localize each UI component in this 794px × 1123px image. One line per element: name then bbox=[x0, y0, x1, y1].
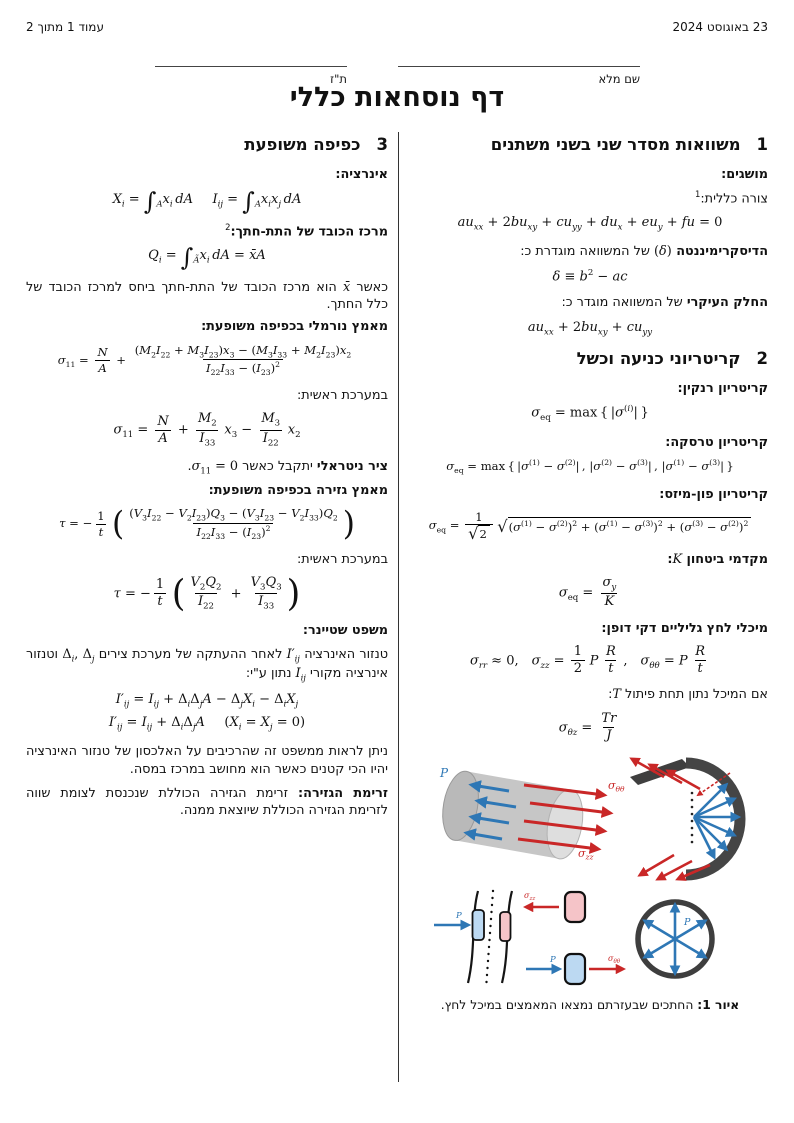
text-line: מיכלי לחץ גליליים דקי דופן: bbox=[601, 620, 768, 636]
text-line: במערכת ראשית: bbox=[297, 551, 388, 567]
formula: $\sigma_{\theta z}$ = $\frac{Tr}{J}$ bbox=[558, 710, 617, 743]
formula: $\delta \equiv b^2$ − ac bbox=[552, 267, 628, 284]
header-page-number: עמוד 1 מתוך 2 bbox=[26, 20, 104, 34]
text-line: אינרציה: bbox=[335, 167, 388, 183]
formula: $\sigma_{rr} \approx 0$, $\sigma_{zz}$ = $\frac{1}{2}$ P $\frac{R}{t}$ , $\sigma_{\theta\theta} = P$ $\frac{R}{t}$ bbox=[469, 643, 706, 677]
sigma-zz-label: $\sigma_{zz}$ bbox=[578, 847, 594, 862]
name-field-label: שם מלא bbox=[598, 72, 640, 86]
p-label-ring: P bbox=[684, 917, 691, 929]
figure-pressure-vessel bbox=[412, 753, 768, 881]
sigma-tt-label: $\sigma_{\theta\theta}$ bbox=[608, 779, 625, 794]
figure-cuts bbox=[412, 887, 768, 987]
section-title: קריטריוני כניעה וכשל bbox=[576, 348, 741, 368]
id-field-rule bbox=[155, 66, 347, 67]
section-heading bbox=[412, 134, 768, 156]
formula: $\sigma_{eq} = \max$ { $|\sigma^{(i)}|$ } bbox=[531, 404, 649, 424]
paragraph: ניתן לראות ממשפט זה שהרכיבים על האלכסון של טנזור האינרציה יהיו הכי קטנים כאשר הוא מחושב במרכז במסה. bbox=[26, 744, 388, 777]
section-title: כפיפה משופעת bbox=[244, 135, 361, 154]
text-line: הדיסקרימיננטה (δ) של המשוואה מוגדרת כ: bbox=[520, 244, 768, 260]
section-number: 1 bbox=[756, 135, 768, 154]
header-date: 23 באוגוסט 2024 bbox=[672, 20, 768, 34]
sigma-zz-small-label: $\sigma_{zz}$ bbox=[524, 891, 536, 903]
formula: τ = − $\frac{1}{t}$ ( $\frac{V_2Q_2}{I_{22}}$ + $\frac{V_3Q_3}{I_{33}}$ ) bbox=[113, 571, 301, 615]
formula: $au_{xx} + 2bu_{xy} + cu_{yy} + du_x + eu_y$ + fu = 0 bbox=[457, 215, 723, 233]
section-title: משוואות מסדר שני בשני משתנים bbox=[490, 135, 741, 154]
figure-caption-text: החתכים שבעזרתם נמצאו המאמצים במיכל לחץ. bbox=[440, 998, 694, 1013]
formula: $Q_i = \int_Ãx_i$ dA = x̄A bbox=[148, 244, 266, 273]
figure-caption-label: איור 1: bbox=[697, 998, 740, 1013]
formula: $au_{xx} + 2bu_{xy} + cu_{yy}$ bbox=[527, 319, 653, 338]
cylinder-body bbox=[438, 769, 588, 862]
figure-caption bbox=[412, 997, 768, 1014]
paragraph: כאשר x̄ הוא מרכז הכובד של התת-חתך ביחס למרכז הכובד של כלל החתך. bbox=[26, 279, 388, 313]
sigma-tt-small-label: $\sigma_{\theta\theta}$ bbox=[608, 954, 621, 966]
text-line: מקדמי ביטחון K: bbox=[667, 551, 768, 567]
section-number: 3 bbox=[376, 135, 388, 154]
column-right-blocks bbox=[412, 134, 768, 744]
text-line: קריטריון פון-מיזס: bbox=[659, 486, 768, 502]
section-heading bbox=[412, 348, 768, 370]
radial-pressure-arrows bbox=[645, 905, 705, 973]
column-left bbox=[26, 134, 388, 822]
text-line: מושגים: bbox=[721, 167, 768, 183]
formula: $\sigma_{11}$ = $\frac{N}{A}$ + $\frac{(M_2I_{22} + M_3I_{23})x_3 - (M_3I_{33} + M_2I_{23})x_2}{I_{22}I_{33} - (I_{23})^2}$ bbox=[57, 342, 352, 378]
paragraph: זרימת הגזירה: זרימת הגזירה הכוללת שנכנסת לצומת שווה לזרימת הגזירה הכוללת שיוצאת ממנה. bbox=[26, 785, 388, 819]
p-label: P bbox=[440, 766, 449, 781]
free-body-blue bbox=[565, 954, 585, 984]
text-line: החלק העיקרי של המשוואה מוגדר כ: bbox=[561, 295, 768, 311]
text-line: קריטריון רנקין: bbox=[677, 381, 768, 397]
text-line: אם המיכל נתון תחת פיתול T: bbox=[608, 687, 768, 703]
section-heading bbox=[26, 134, 388, 156]
formula: $I'_{ij} = I_{ij} + \Delta_i\Delta_jA - \Delta_jX_i - \Delta_iX_j$ bbox=[115, 691, 299, 710]
text-line: מאמץ נורמלי בכפיפה משופעת: bbox=[201, 319, 388, 335]
formula: $\sigma_{eq}$ = $\frac{\sigma_y}{K}$ bbox=[558, 575, 617, 610]
formula: $I'_{ij} = I_{ij} + \Delta_i\Delta_jA$ $(X_i = X_j = 0)$ bbox=[108, 715, 306, 733]
formula-group bbox=[26, 691, 388, 734]
text-line: במערכת ראשית: bbox=[297, 388, 388, 404]
text-line: מאמץ גזירה בכפיפה משופעת: bbox=[208, 483, 388, 499]
formula: $\sigma_{11}$ = $\frac{N}{A}$ + $\frac{M_2}{I_{33}}$ $x_3$ − $\frac{M_3}{I_{22}}$ $x_2$ bbox=[113, 411, 301, 449]
p-label-wall: P bbox=[456, 911, 462, 922]
wall-element-pink bbox=[500, 912, 511, 941]
page-title: דף נוסחאות כללי bbox=[289, 82, 505, 113]
formula: $\sigma_{eq} = \max$ { $|\sigma^{(1)} - \sigma^{(2)}|$ , $|\sigma^{(2)} - \sigma^{(3)}|$ , $|\sigma^{(1)} - \sigma^{(3)}|$ } bbox=[446, 458, 734, 476]
text-line: מרכז הכובד של התת-חתך:$^2$ bbox=[225, 221, 388, 240]
text-line: צורה כללית:$^1$ bbox=[694, 188, 768, 206]
wall-element-blue bbox=[473, 910, 485, 940]
formula: τ = − $\frac{1}{t}$ ( $\frac{(V_3I_{22} - V_2I_{23})Q_3 - (V_3I_{23} - V_2I_{33})Q_2}{I_{22}I_{33} - (I_{23})^2}$ ) bbox=[59, 504, 355, 543]
name-field-rule bbox=[398, 66, 640, 67]
text-line: קריטריון טרסקה: bbox=[665, 434, 768, 450]
paragraph: טנזור האינרציה $I'_{ij}$ לאחר ההעתקה של מערכת צירים $\Delta_i$, $\Delta_j$ וטנזור אינרציה מקורי $I_{ij}$ נתון ע"י: bbox=[26, 647, 388, 683]
text-line: ציר ניטראלי יתקבל כאשר $\sigma_{11} = 0$. bbox=[187, 459, 388, 476]
id-field-label: ת"ז bbox=[330, 72, 347, 86]
centerline-dots bbox=[485, 890, 494, 983]
p-label-free-body: P bbox=[550, 955, 556, 966]
shell bbox=[630, 759, 740, 879]
formula: $X_i = \int_Ax_i$ dA $I_{ij} = \int_Ax_ix_j$ dA bbox=[112, 187, 302, 216]
section-number: 2 bbox=[756, 348, 768, 368]
formula: $\sigma_{eq}$ = 1 √ 2 √ $(\sigma^{(1)} - \sigma^{(2)})^2 + (\sigma^{(1)} - \sigma^{(3)})^2 + (\sigma^{(3)} - \sigma^{(2)})^2$ bbox=[412, 510, 768, 542]
column-divider bbox=[398, 132, 399, 1082]
free-body-pink bbox=[565, 892, 585, 922]
pressure-dots bbox=[691, 792, 694, 844]
figure-1 bbox=[412, 753, 768, 1014]
text-line: משפט שטיינר: bbox=[302, 622, 388, 638]
column-right bbox=[412, 134, 768, 1014]
